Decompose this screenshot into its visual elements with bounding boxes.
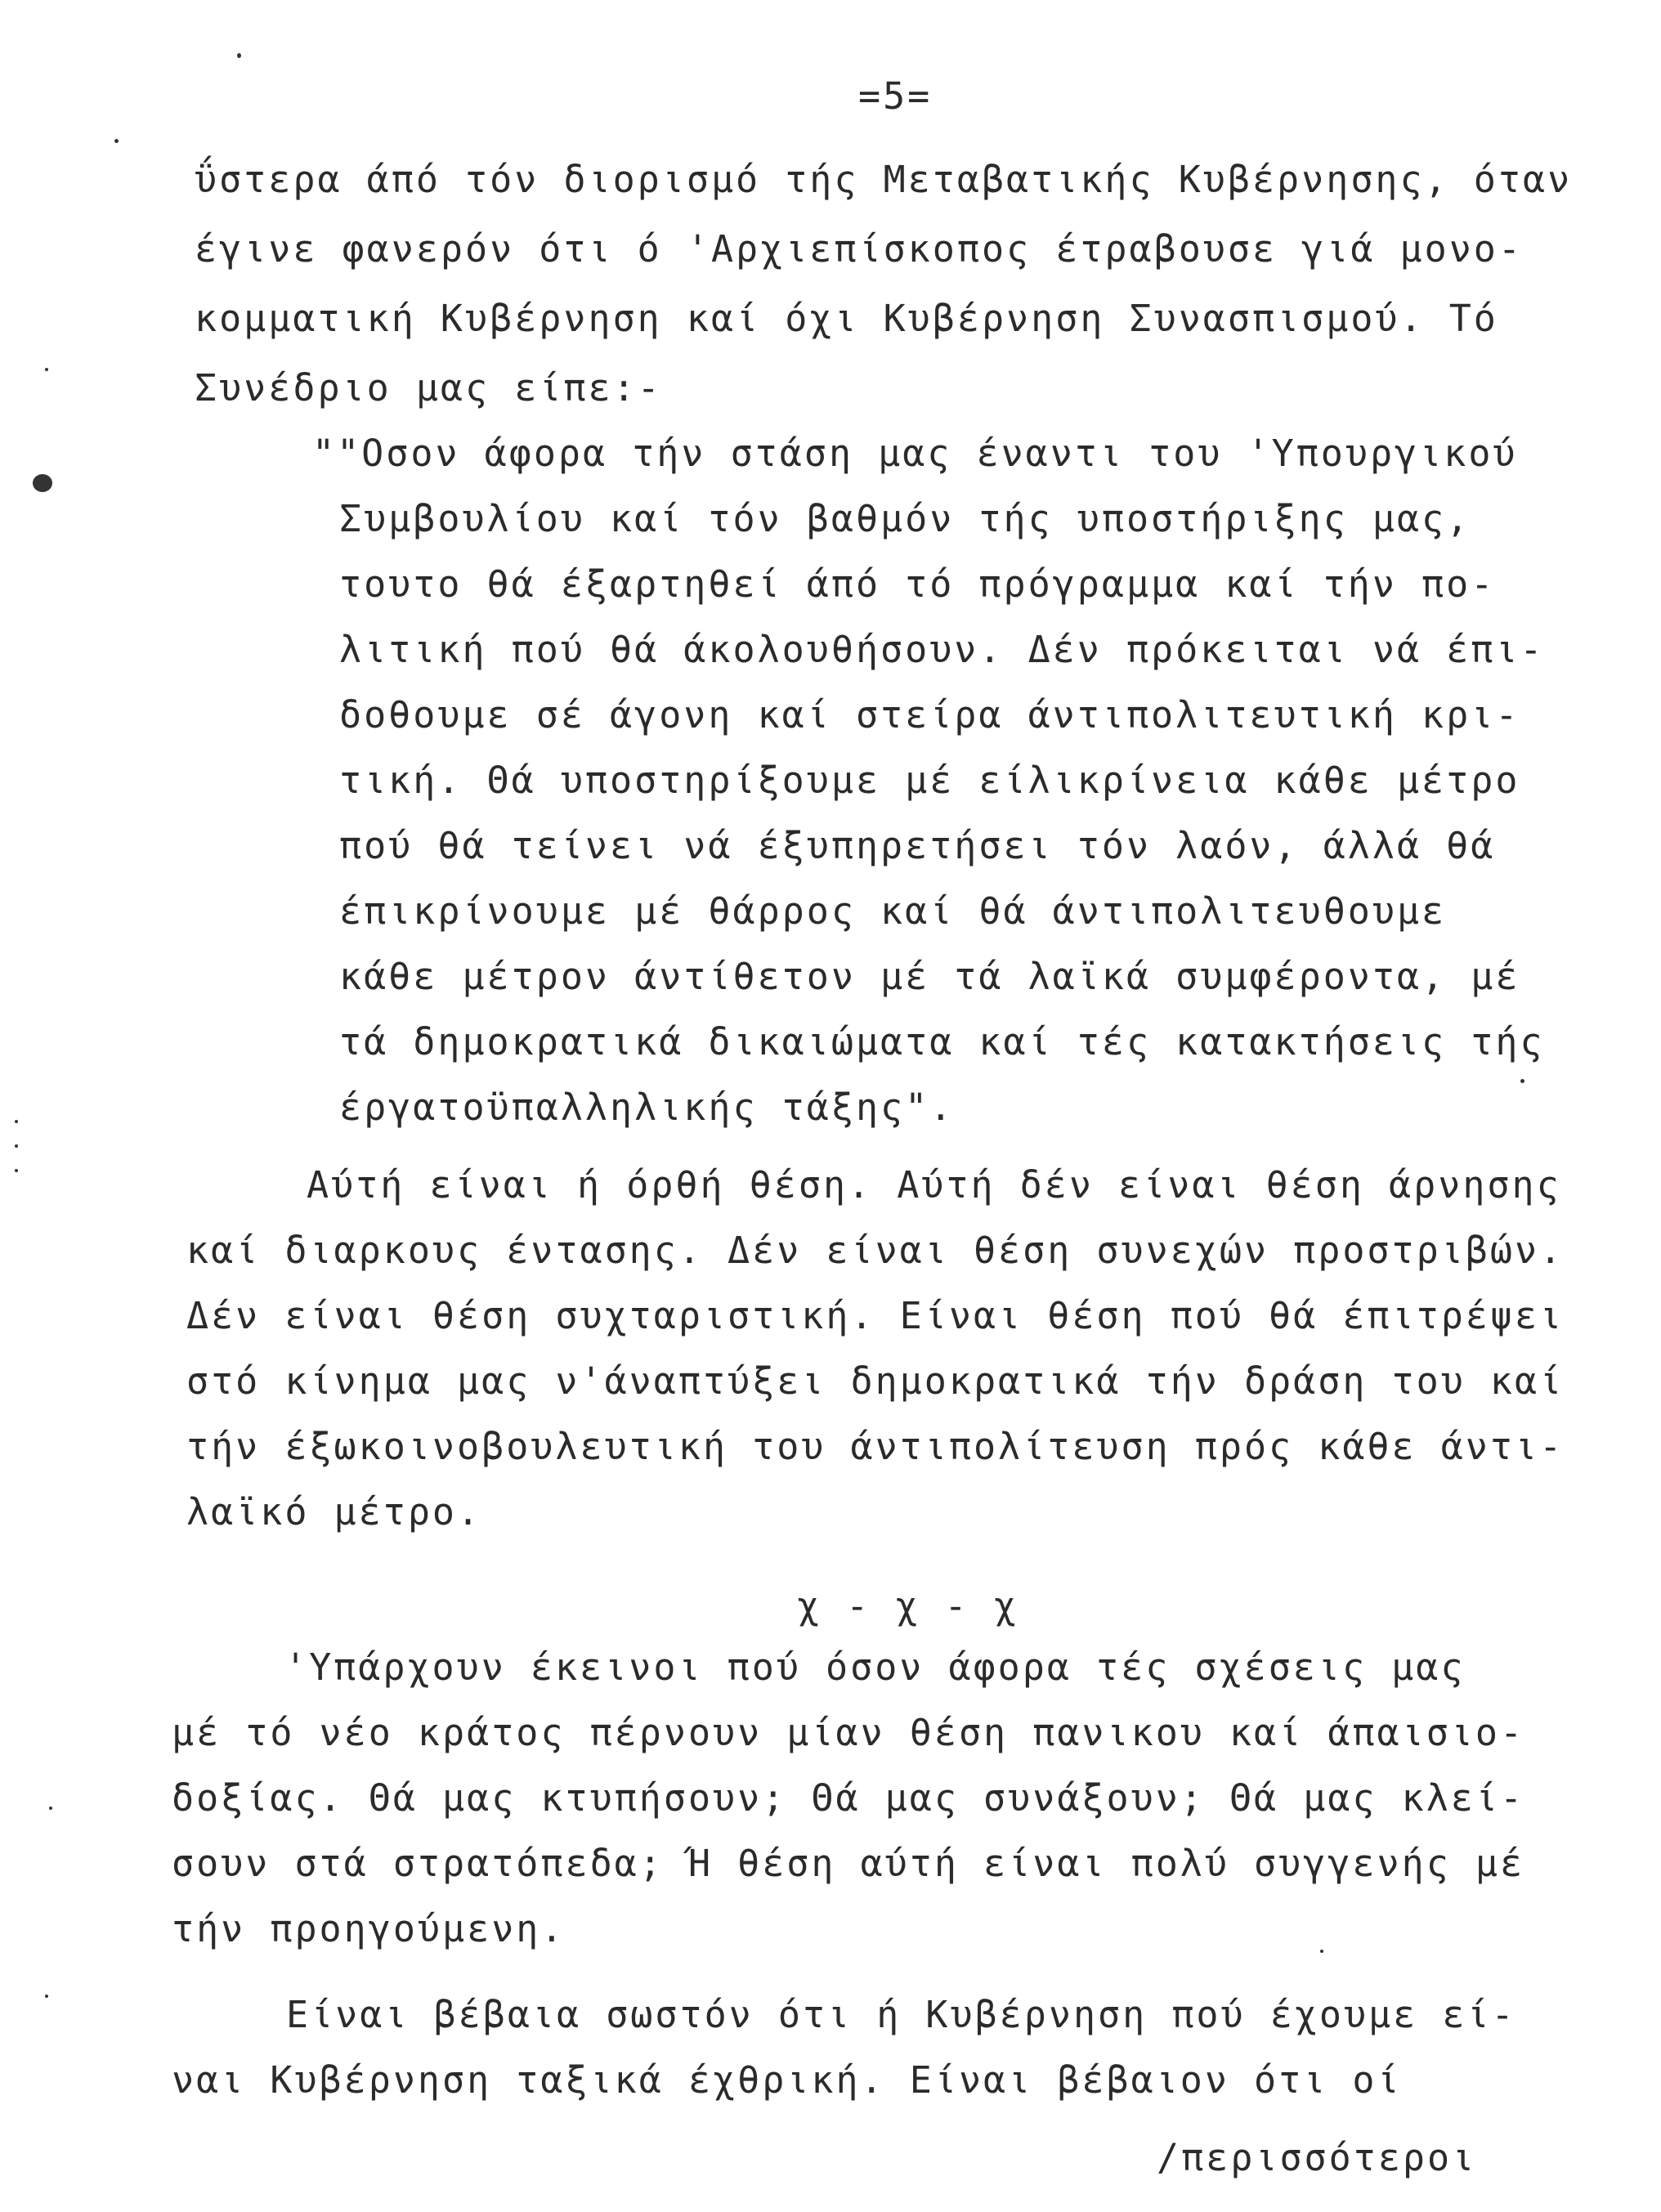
text-line: κομματική Κυβέρνηση καί όχι Κυβέρνηση Συνασπισμού. Τό [195, 297, 1498, 340]
scan-speck [15, 1120, 18, 1123]
text-line: τήν προηγούμενη. [172, 1907, 566, 1950]
scan-speck [237, 53, 241, 58]
text-line: ΰστερα άπό τόν διορισμό τής Μεταβατικής Κυβέρνησης, όταν [195, 158, 1573, 201]
section-separator: χ - χ - χ [797, 1584, 1019, 1628]
text-line: Συνέδριο μας είπε:- [195, 366, 662, 410]
page-number: =5= [858, 74, 933, 118]
text-line: ναι Κυβέρνηση ταξικά έχθρική. Είναι βέβαιον ότι οί [172, 2058, 1402, 2102]
scan-speck [49, 1807, 52, 1810]
text-line: Είναι βέβαια σωστόν ότι ή Κυβέρνηση πού έχουμε εί- [286, 1993, 1516, 2036]
text-line: έγινε φανερόν ότι ό 'Αρχιεπίσκοπος έτραβουσε γιά μονο- [195, 227, 1523, 271]
scan-speck [45, 368, 48, 371]
scan-speck [1320, 1950, 1323, 1953]
text-line: μέ τό νέο κράτος πέρνουν μίαν θέση πανικου καί άπαισιο- [172, 1711, 1525, 1754]
text-line: σουν στά στρατόπεδα; Ή θέση αύτή είναι πολύ συγγενής μέ [172, 1842, 1525, 1885]
text-line: στό κίνημα μας ν'άναπτύξει δημοκρατικά τήν δράση του καί [186, 1359, 1565, 1403]
text-line: Αύτή είναι ή όρθή θέση. Αύτή δέν είναι θέση άρνησης [307, 1163, 1561, 1207]
quote-line: έργατοϋπαλληλικής τάξης". [339, 1086, 955, 1129]
quote-line: κάθε μέτρον άντίθετον μέ τά λαϊκά συμφέροντα, μέ [339, 955, 1520, 998]
quote-line: Συμβουλίου καί τόν βαθμόν τής υποστήριξης μας, [339, 497, 1471, 540]
text-line: Δέν είναι θέση συχταριστική. Είναι θέση πού θά έπιτρέψει [186, 1294, 1565, 1337]
catchword: /περισσότεροι [1157, 2136, 1477, 2179]
quote-line: τική. Θά υποστηρίξουμε μέ είλικρίνεια κάθε μέτρο [339, 759, 1520, 802]
quote-line: τά δημοκρατικά δικαιώματα καί τές κατακτήσεις τής [339, 1020, 1545, 1063]
scan-speck [45, 1995, 48, 1998]
text-line: δοξίας. Θά μας κτυπήσουν; Θά μας συνάξουν; Θά μας κλεί- [172, 1776, 1525, 1820]
scan-speck [15, 1144, 18, 1148]
text-line: καί διαρκους έντασης. Δέν είναι θέση συνεχών προστριβών. [186, 1229, 1565, 1272]
scan-speck [114, 139, 119, 143]
quote-line: πού θά τείνει νά έξυπηρετήσει τόν λαόν, άλλά θά [339, 824, 1496, 867]
scan-speck [1520, 1079, 1524, 1083]
quote-line: ""Οσον άφορα τήν στάση μας έναντι του 'Υπουργικού [312, 432, 1518, 475]
scan-speck [33, 474, 52, 492]
quote-line: λιτική πού θά άκολουθήσουν. Δέν πρόκειται νά έπι- [339, 628, 1545, 671]
text-line: 'Υπάρχουν έκεινοι πού όσον άφορα τές σχέσεις μας [284, 1646, 1466, 1689]
quote-line: έπικρίνουμε μέ θάρρος καί θά άντιπολιτευθουμε [339, 889, 1447, 933]
quote-line: τουτο θά έξαρτηθεί άπό τό πρόγραμμα καί τήν πο- [339, 562, 1496, 606]
text-line: τήν έξωκοινοβουλευτική του άντιπολίτευση πρός κάθε άντι- [186, 1425, 1565, 1468]
text-line: λαϊκό μέτρο. [186, 1490, 482, 1534]
quote-line: δοθουμε σέ άγονη καί στείρα άντιπολιτευτική κρι- [339, 693, 1520, 737]
scan-speck [15, 1169, 18, 1172]
